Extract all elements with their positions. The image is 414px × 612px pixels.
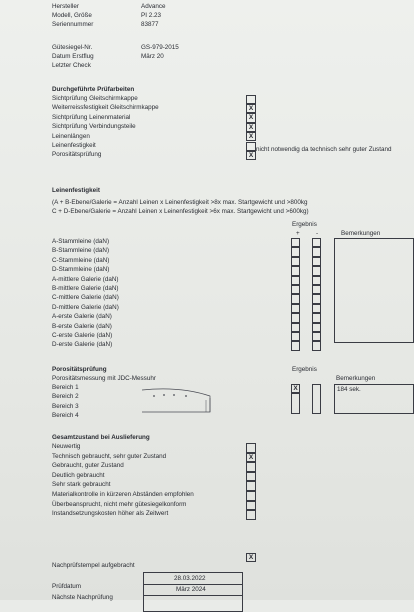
leinen-plus-cell (291, 285, 300, 294)
leinen-plus-cell (291, 332, 300, 341)
leinen-row-label: A-erste Galerie (daN) (52, 313, 112, 321)
pruef-item-label: Weiterreissfestigkeit Gleitschirmkappe (52, 104, 159, 112)
gesamt-checkbox (246, 462, 256, 472)
leinen-row-label: A-mittlere Galerie (daN) (52, 275, 119, 283)
header-value: 83877 (141, 21, 159, 28)
poro-remarks-box (334, 384, 414, 414)
leinen-row-label: D-mittlere Galerie (daN) (52, 303, 119, 311)
poro-minus-cell (312, 384, 321, 414)
pruef-checkbox (246, 142, 256, 151)
leinen-minus-cell (312, 304, 321, 313)
leinen-plus-cell (291, 341, 300, 350)
poro-row-label: Bereich 4 (52, 412, 79, 420)
header-label: Datum Erstflug (52, 53, 94, 60)
poro-subtitle: Porositätsmessung mit JDC-Messuhr (52, 375, 156, 382)
leinen-minus-cell (312, 238, 321, 247)
gesamt-item-label: Technisch gebraucht, sehr guter Zustand (52, 452, 167, 460)
pruef-item-label: Leinenfestigkeit (52, 142, 96, 149)
gesamt-checkbox (246, 491, 256, 501)
pruef-item-label: Sichtprüfung Gleitschirmkappe (52, 95, 138, 102)
poro-remark: 184 sek. (337, 386, 361, 393)
wing-profile-sketch (140, 384, 216, 414)
next-value: März 2024 (176, 586, 206, 593)
poro-row-label: Bereich 2 (52, 393, 79, 401)
pruef-note: nicht notwendig da technisch sehr guter Zustand (256, 146, 392, 153)
leinen-plus-cell (291, 304, 300, 313)
gesamt-checkbox (246, 481, 256, 491)
pruef-item-label: Porositätsprüfung (52, 151, 102, 159)
header-value: PI 2.23 (141, 12, 161, 19)
gesamt-item-label: Instandsetzungskosten höher als Zeitwert (52, 510, 169, 518)
leinen-minus-cell (312, 266, 321, 275)
pruef-checkbox: X (246, 151, 256, 160)
pruefdatum-label: Prüfdatum (52, 583, 82, 590)
leinen-row-label: C-mittlere Galerie (daN) (52, 294, 119, 302)
leinen-minus-cell (312, 313, 321, 322)
gesamt-checkbox (246, 443, 256, 453)
leinen-minus-cell (312, 294, 321, 303)
gesamt-item-label: Gebraucht, guter Zustand (52, 462, 124, 470)
leinen-bemerkungen: Bemerkungen (341, 230, 381, 237)
leinen-minus-cell (312, 247, 321, 256)
gesamt-item-label: Sehr stark gebraucht (52, 481, 111, 489)
leinen-plus-cell (291, 257, 300, 266)
next-label: Nächste Nachprüfung (52, 594, 113, 601)
pruef-checkbox: X (246, 104, 256, 113)
gesamt-item-label: Materialkontrolle in kürzeren Abständen empfohlen (52, 491, 194, 498)
leinen-minus-cell (312, 257, 321, 266)
leinen-minus-cell (312, 285, 321, 294)
leinen-line2: C + D-Ebene/Galerie = Anzahl Leinen x Leinenfestigkeit >6x max. Startgewicht und >600kg) (52, 208, 309, 215)
footer-date-box (143, 572, 243, 612)
pruef-item-label: Sichtprüfung Leinenmaterial (52, 113, 131, 121)
poro-plus-cell (291, 393, 300, 414)
header-label: Modell, Größe (52, 12, 92, 19)
leinen-minus-cell (312, 332, 321, 341)
gesamt-checkbox (246, 472, 256, 482)
leinen-plus-cell (291, 323, 300, 332)
leinen-line1: (A + B-Ebene/Galerie = Anzahl Leinen x Leinenfestigkeit >8x max. Startgewicht und >800kg (52, 199, 308, 206)
stempel-label: Nachprüfstempel aufgebracht (52, 562, 135, 569)
pruef-checkbox: X (246, 132, 256, 141)
gesamt-item-label: Überbeansprucht, nicht mehr gütesiegelkonform (52, 500, 187, 508)
leinen-plus-cell (291, 313, 300, 322)
gesamt-checkbox (246, 501, 256, 511)
leinen-row-label: B-erste Galerie (daN) (52, 322, 112, 330)
leinen-minus: - (316, 230, 319, 237)
pruefdatum-value: 28.03.2022 (174, 575, 206, 582)
pruef-title: Durchgeführte Prüfarbeiten (52, 86, 135, 93)
leinen-plus-cell (291, 247, 300, 256)
gesamt-checkbox: X (246, 453, 256, 463)
gesamt-title: Gesamtzustand bei Auslieferung (52, 434, 150, 441)
header-label: Letzter Check (52, 62, 91, 69)
pruef-checkbox: X (246, 123, 256, 132)
pruef-item-label: Leinenlängen (52, 132, 90, 140)
leinen-row-label: B-Stammleine (daN) (52, 247, 110, 255)
header-value: März 20 (141, 53, 164, 60)
leinen-title: Leinenfestigkeit (52, 187, 100, 194)
leinen-minus-cell (312, 323, 321, 332)
header-value: GS-979-2015 (141, 44, 179, 51)
leinen-row-label: C-Stammleine (daN) (52, 256, 110, 264)
pruef-checkbox (246, 95, 256, 104)
leinen-row-label: B-mittlere Galerie (daN) (52, 285, 119, 292)
header-label: Hersteller (52, 3, 79, 10)
gesamt-item-label: Deutlich gebraucht (52, 471, 105, 479)
pruef-item-label: Sichtprüfung Verbindungsteile (52, 123, 136, 131)
poro-title: Porositätsprüfung (52, 366, 107, 373)
leinen-row-label: D-Stammleine (daN) (52, 266, 110, 274)
gesamt-item-label: Neuwertig (52, 443, 81, 450)
leinen-row-label: A-Stammleine (daN) (52, 238, 110, 245)
poro-result-plus: X (291, 384, 300, 393)
leinen-ergebnis: Ergebnis (292, 221, 317, 228)
leinen-minus-cell (312, 341, 321, 350)
gesamt-checkbox (246, 510, 256, 520)
leinen-plus-cell (291, 238, 300, 247)
leinen-minus-cell (312, 276, 321, 285)
header-label: Seriennummer (52, 21, 94, 28)
leinen-plus-cell (291, 266, 300, 275)
leinen-remarks-box (334, 238, 414, 343)
header-label: Gütesiegel-Nr. (52, 44, 93, 51)
poro-row-label: Bereich 3 (52, 402, 79, 410)
header-value: Advance (141, 3, 166, 10)
poro-row-label: Bereich 1 (52, 384, 79, 391)
leinen-plus-cell (291, 276, 300, 285)
stempel-checkbox: X (246, 553, 256, 562)
leinen-row-label: C-erste Galerie (daN) (52, 332, 113, 339)
poro-bemerkungen: Bemerkungen (336, 375, 376, 382)
leinen-plus-cell (291, 294, 300, 303)
leinen-row-label: D-erste Galerie (daN) (52, 341, 113, 349)
leinen-plus: + (296, 230, 300, 237)
pruef-checkbox: X (246, 113, 256, 122)
poro-ergebnis: Ergebnis (292, 366, 317, 373)
